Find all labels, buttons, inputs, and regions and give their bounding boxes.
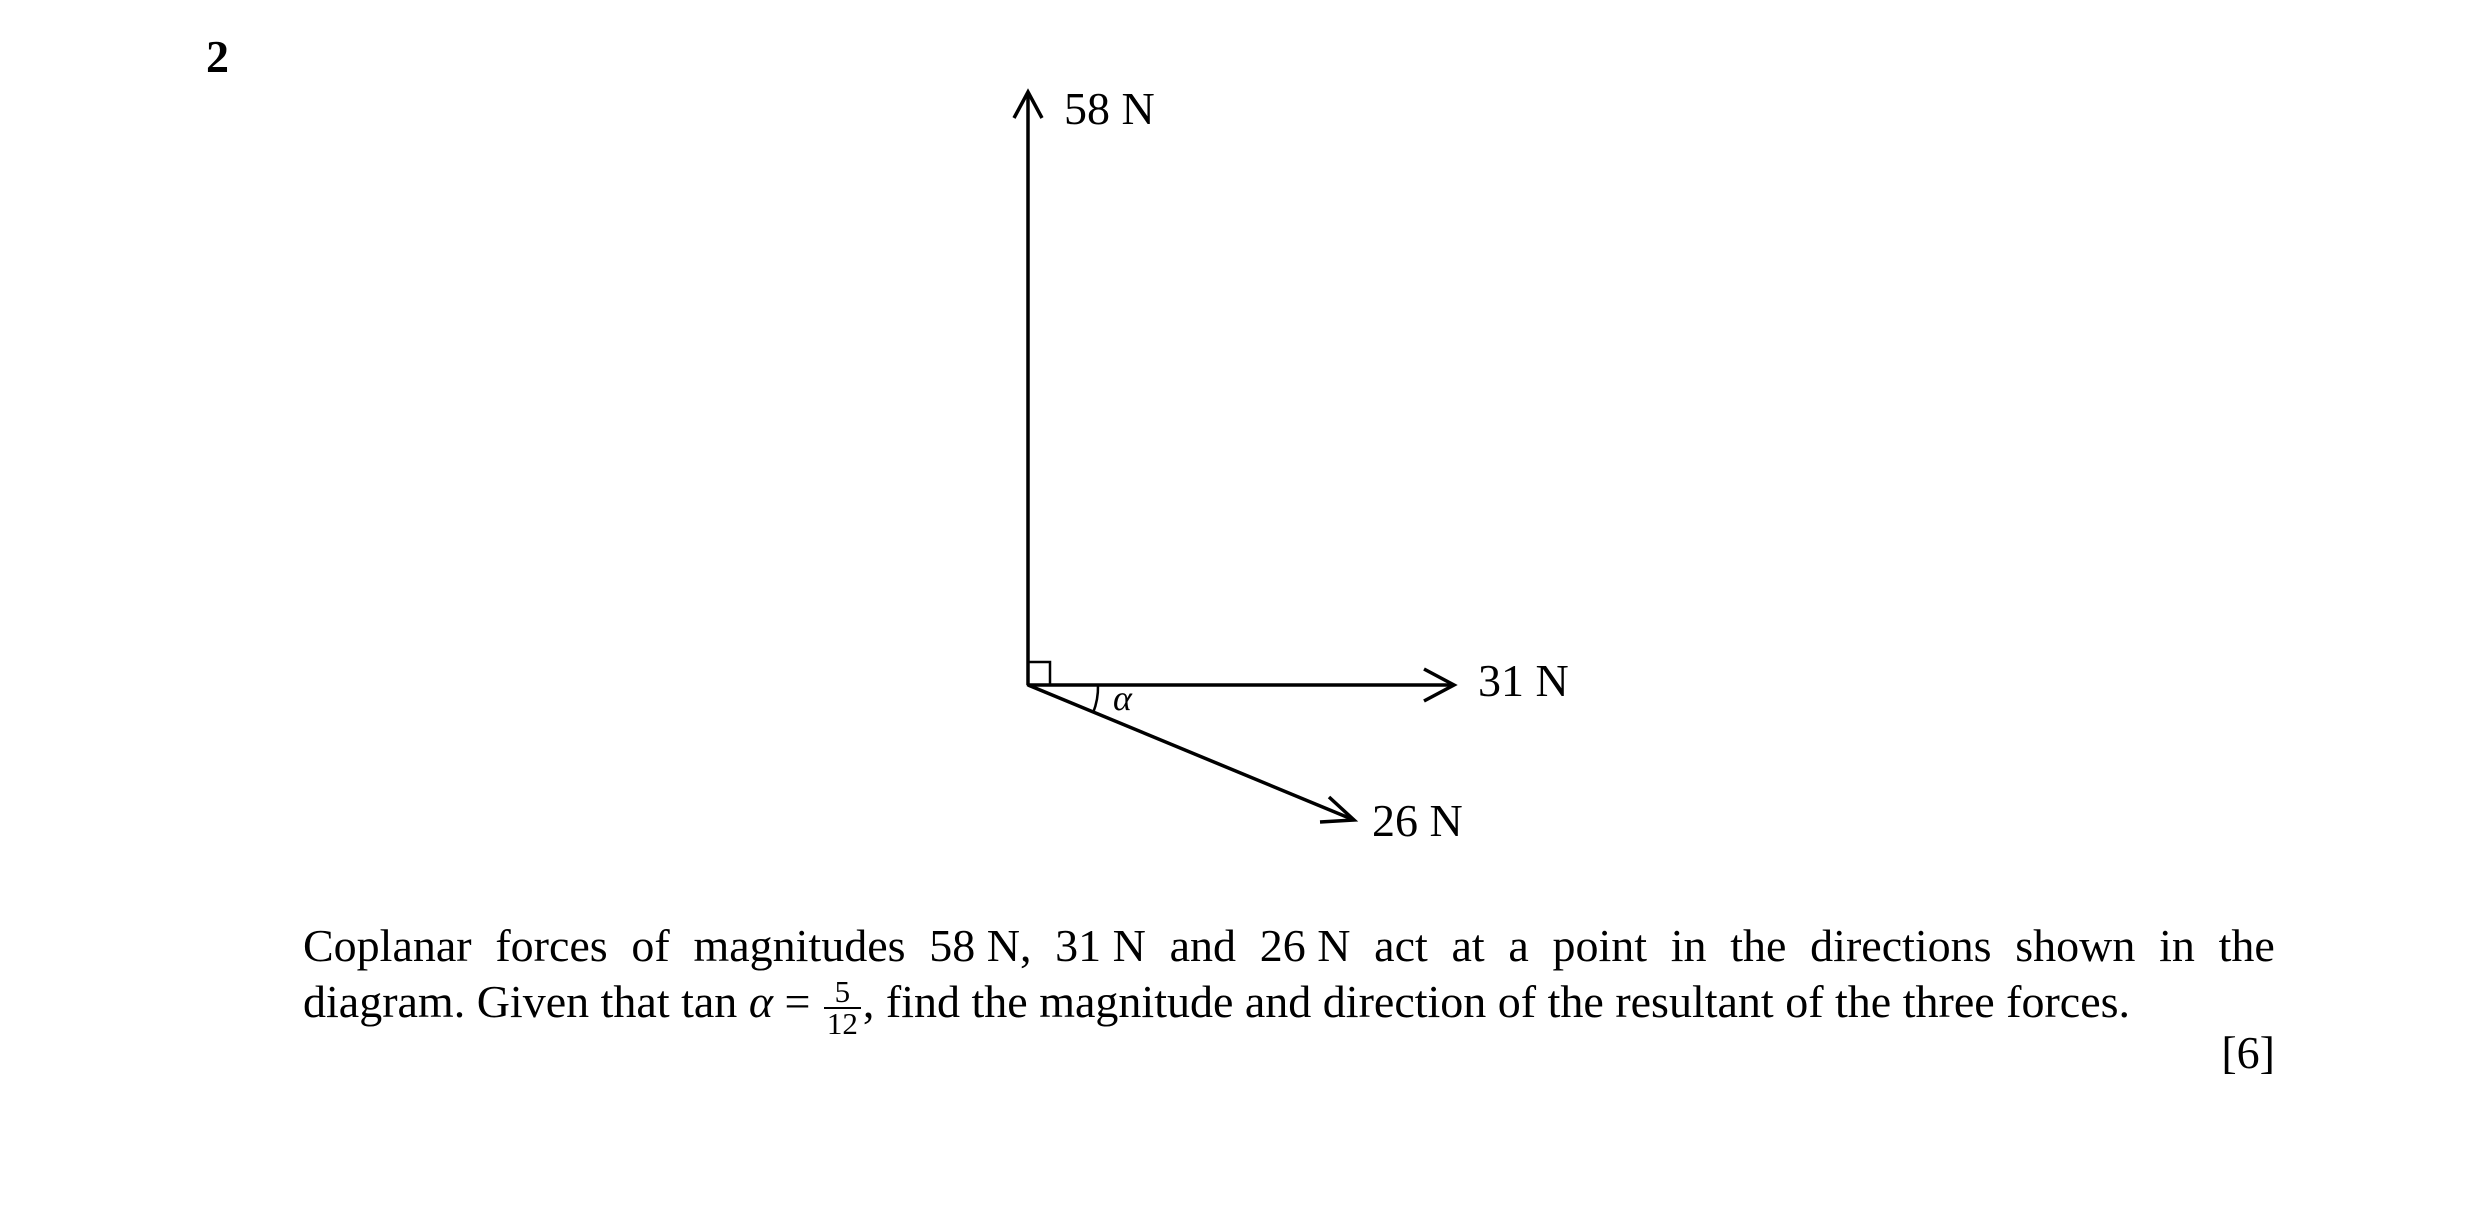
question-line-2 <box>303 974 2275 1042</box>
angle-alpha-label: α <box>1113 678 1132 718</box>
word: a <box>1508 920 1529 971</box>
question-text <box>303 918 2275 1042</box>
word: point <box>1552 920 1648 971</box>
word: shown <box>2015 920 2136 971</box>
right-angle-marker <box>1028 662 1050 685</box>
force-31n-arrow <box>1028 669 1454 701</box>
word: in <box>1670 920 1707 971</box>
word: the <box>2218 920 2275 971</box>
question-line-1 <box>303 918 2275 974</box>
word: Coplanar <box>303 920 472 971</box>
word: in <box>2159 920 2195 971</box>
force-26n-arrow <box>1028 685 1354 822</box>
word: and <box>1169 920 1237 971</box>
word: of <box>631 920 670 971</box>
word: 58 N, <box>929 920 1032 971</box>
fraction-numerator: 5 <box>824 977 861 1009</box>
line2-after-text: , find the magnitude and direction of the resultant of the three forces. <box>862 976 2131 1027</box>
word: forces <box>495 920 608 971</box>
force-31n-label: 31 N <box>1478 655 1569 706</box>
fraction-denominator: 12 <box>826 1006 858 1042</box>
word: 31 N <box>1055 920 1146 971</box>
force-58n-label: 58 N <box>1064 83 1155 134</box>
question-number: 2 <box>206 31 229 82</box>
word: 26 N <box>1259 920 1351 971</box>
word: magnitudes <box>693 920 906 971</box>
tan-alpha-fraction <box>824 974 861 1042</box>
force-58n-arrow <box>1014 92 1042 685</box>
marks-allocation: [6] <box>2221 1027 2275 1078</box>
force-26n-label: 26 N <box>1372 795 1463 846</box>
word: the <box>1730 920 1787 971</box>
angle-alpha-arc <box>1093 685 1098 713</box>
word: at <box>1451 920 1485 971</box>
equals-sign: = <box>772 976 822 1027</box>
alpha-symbol: α <box>748 976 773 1027</box>
word: directions <box>1810 920 1992 971</box>
word: act <box>1374 920 1428 971</box>
line2-before-text: diagram. Given that tan <box>303 976 749 1027</box>
